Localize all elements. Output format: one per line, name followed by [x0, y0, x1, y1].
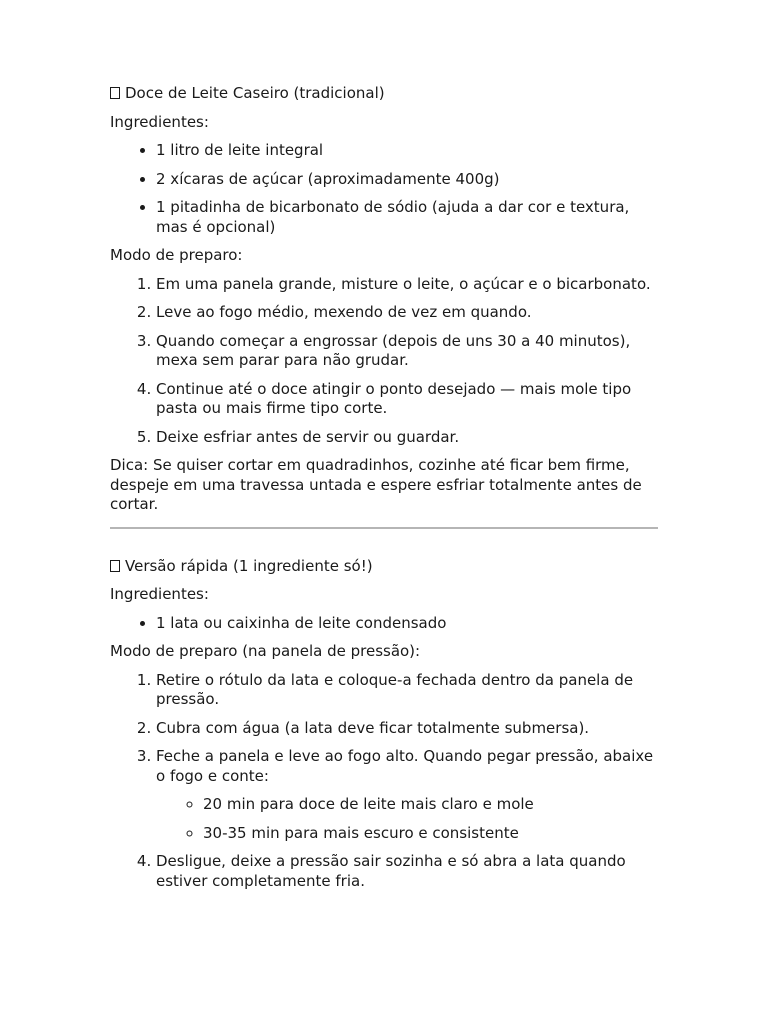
list-item: 4. Continue até o doce atingir o ponto desejado — mais mole tipo pasta ou mais firme tipo corte.: [156, 380, 658, 419]
list-item: • 2 xícaras de açúcar (aproximadamente 400g): [156, 170, 658, 190]
recipe-title-quick: [110, 557, 658, 577]
list-item-text: Feche a panela e leve ao fogo alto. Quando pegar pressão, abaixe o fogo e conte:: [156, 747, 654, 785]
list-item: 3. Quando começar a engrossar (depois de uns 30 a 40 minutos), mexa sem parar para não grudar.: [156, 332, 658, 371]
steps-list: [110, 275, 658, 448]
list-item: 2. Leve ao fogo médio, mexendo de vez em quando.: [156, 303, 658, 323]
document-page: [110, 84, 658, 900]
list-item: 5. Deixe esfriar antes de servir ou guardar.: [156, 428, 658, 448]
sub-list-item: ◦ 30-35 min para mais escuro e consistente: [203, 824, 658, 844]
list-item: 2. Cubra com água (a lata deve ficar totalmente submersa).: [156, 719, 658, 739]
ingredients-label: Ingredientes:: [110, 585, 209, 603]
tip-paragraph: Dica: Se quiser cortar em quadradinhos, cozinhe até ficar bem firme, despeje em uma travessa untada e espere esfriar totalmente antes de cortar.: [110, 456, 642, 513]
sub-steps-list: [156, 795, 658, 843]
method-label: Modo de preparo:: [110, 246, 243, 264]
ingredients-label: Ingredientes:: [110, 112, 209, 131]
missing-emoji-icon: [110, 560, 120, 572]
recipe-title-traditional: [110, 84, 658, 104]
ingredients-list: [110, 141, 658, 237]
list-item: 4. Desligue, deixe a pressão sair sozinha e só abra a lata quando estiver completamente fria.: [156, 852, 658, 891]
list-item: [156, 747, 658, 843]
recipe-title-text: Versão rápida (1 ingrediente só!): [125, 556, 373, 575]
missing-emoji-icon: [110, 87, 120, 99]
recipe-title-text: Doce de Leite Caseiro (tradicional): [125, 84, 385, 102]
steps-list: [110, 671, 658, 892]
list-item: • 1 pitadinha de bicarbonato de sódio (ajuda a dar cor e textura, mas é opcional): [156, 198, 658, 237]
section-divider: [110, 527, 658, 529]
list-item: 1. Em uma panela grande, misture o leite, o açúcar e o bicarbonato.: [156, 275, 658, 295]
list-item: • 1 lata ou caixinha de leite condensado: [156, 614, 658, 634]
sub-list-item: ◦ 20 min para doce de leite mais claro e mole: [203, 795, 658, 815]
list-item: • 1 litro de leite integral: [156, 141, 658, 161]
ingredients-list: [110, 614, 658, 634]
method-label: Modo de preparo (na panela de pressão):: [110, 642, 421, 660]
list-item: 1. Retire o rótulo da lata e coloque-a fechada dentro da panela de pressão.: [156, 671, 658, 710]
